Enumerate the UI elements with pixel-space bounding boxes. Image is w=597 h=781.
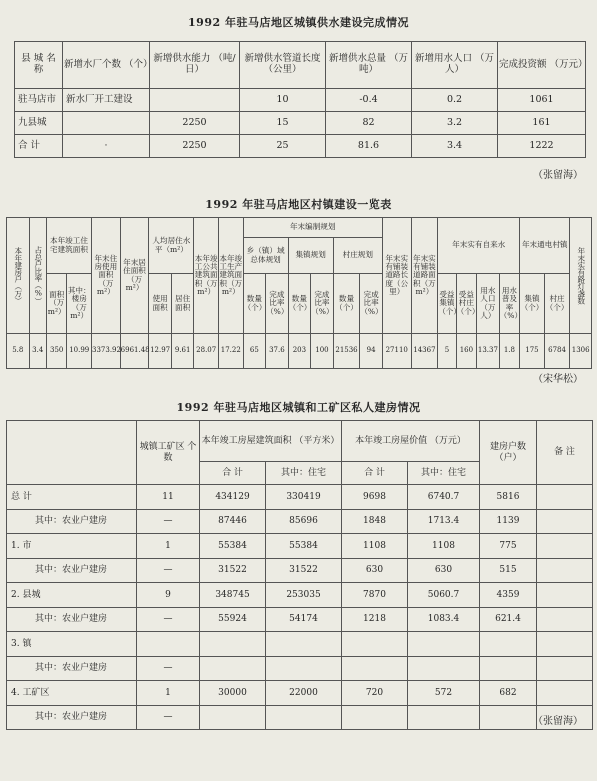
t1-header: 县 城 名 称 bbox=[15, 42, 63, 89]
t2-cell: 6784 bbox=[544, 334, 570, 369]
t3-cell: 1713.4 bbox=[408, 509, 480, 534]
t3-remark-cell bbox=[537, 656, 593, 681]
t2-header: 集镇（个） bbox=[520, 274, 545, 334]
t1-cell: 2250 bbox=[150, 112, 240, 135]
t3-cell bbox=[200, 705, 266, 730]
t3-header: 其中：住宅 bbox=[408, 462, 480, 485]
t1-cell: 3.4 bbox=[412, 135, 498, 158]
t1-header: 新增供水能力 （吨/日） bbox=[150, 42, 240, 89]
t2-cell: 9.61 bbox=[171, 334, 194, 369]
table-row bbox=[7, 632, 593, 657]
t2-header: 本年竣工住宅建筑面积 bbox=[46, 218, 91, 274]
t1-cell: 新水厂开工建设 bbox=[63, 89, 150, 112]
t2-header: 本年竣工公共建筑面积（万m²） bbox=[194, 218, 219, 334]
t3-cell bbox=[342, 632, 408, 657]
t1-cell: 九县城 bbox=[15, 112, 63, 135]
table2-author: （宋华松） bbox=[533, 374, 583, 385]
t3-cell: 4359 bbox=[480, 583, 537, 608]
t2-cell: 175 bbox=[520, 334, 545, 369]
table-row bbox=[7, 705, 593, 730]
table-row bbox=[15, 112, 586, 135]
t3-cell bbox=[480, 632, 537, 657]
t3-cell: 31522 bbox=[266, 558, 342, 583]
t3-cell bbox=[266, 632, 342, 657]
t2-header: 完成比率（%） bbox=[266, 274, 289, 334]
t3-cell: 682 bbox=[480, 681, 537, 706]
t3-cell: 775 bbox=[480, 534, 537, 559]
table1-title: 1992 年驻马店地区城镇供水建设完成情况 bbox=[188, 16, 409, 29]
t3-cell bbox=[342, 705, 408, 730]
t3-cell: 55384 bbox=[200, 534, 266, 559]
t2-header: 年末实有路灯盏数 bbox=[570, 218, 592, 334]
t3-cell: 630 bbox=[408, 558, 480, 583]
t3-cell: — bbox=[137, 705, 200, 730]
t3-header-blank bbox=[7, 421, 137, 485]
t3-remark-cell bbox=[537, 485, 593, 510]
t3-cell: 5060.7 bbox=[408, 583, 480, 608]
t3-cell: 55924 bbox=[200, 607, 266, 632]
t2-header: 人均居住水平（m²） bbox=[149, 218, 194, 274]
table3-title: 1992 年驻马店地区城镇和工矿区私人建房情况 bbox=[176, 401, 421, 414]
row-label: 总 计 bbox=[7, 485, 137, 510]
t3-remark-cell bbox=[537, 534, 593, 559]
table-row bbox=[7, 485, 593, 510]
t3-header: 本年竣工房屋价值 （万元） bbox=[342, 421, 480, 462]
row-label: 3. 镇 bbox=[7, 632, 137, 657]
row-label: 其中：农业户建房 bbox=[7, 607, 137, 632]
t1-header: 新增供水管道长度 （公里） bbox=[240, 42, 326, 89]
private-housing-table bbox=[6, 420, 593, 730]
t3-cell: 1848 bbox=[342, 509, 408, 534]
t1-cell: 25 bbox=[240, 135, 326, 158]
t2-cell: 350 bbox=[46, 334, 66, 369]
village-construction-table bbox=[6, 217, 592, 369]
table-row bbox=[7, 607, 593, 632]
t2-header: 受益集镇（个） bbox=[438, 274, 456, 334]
t3-cell: 434129 bbox=[200, 485, 266, 510]
t1-cell: 1222 bbox=[498, 135, 586, 158]
t3-cell bbox=[200, 656, 266, 681]
t3-cell: — bbox=[137, 607, 200, 632]
t3-cell: 1139 bbox=[480, 509, 537, 534]
table-row bbox=[7, 334, 592, 369]
water-supply-table bbox=[14, 41, 586, 158]
table3-author: （张留海） bbox=[533, 716, 583, 727]
t3-cell: 55384 bbox=[266, 534, 342, 559]
t3-cell: 11 bbox=[137, 485, 200, 510]
table-row bbox=[7, 509, 593, 534]
t3-cell bbox=[137, 632, 200, 657]
t2-header: 使用面积 bbox=[149, 274, 172, 334]
t2-header: 占总户比率（%） bbox=[29, 218, 46, 334]
row-label: 其中：农业户建房 bbox=[7, 558, 137, 583]
t2-cell: 27110 bbox=[382, 334, 411, 369]
table-row bbox=[7, 656, 593, 681]
t3-cell: 348745 bbox=[200, 583, 266, 608]
t3-remark-cell bbox=[537, 583, 593, 608]
t3-cell: 54174 bbox=[266, 607, 342, 632]
t2-header: 其中：楼房（万m²） bbox=[67, 274, 92, 334]
t2-header: 年末实有铺装道路面积（万m²） bbox=[411, 218, 438, 334]
t2-cell: 1306 bbox=[570, 334, 592, 369]
t3-cell: 9 bbox=[137, 583, 200, 608]
t3-cell: 30000 bbox=[200, 681, 266, 706]
t2-cell: 14367 bbox=[411, 334, 438, 369]
t2-cell: 94 bbox=[360, 334, 383, 369]
t2-header: 年末住房使用面积（万m²） bbox=[92, 218, 121, 334]
t3-cell: 621.4 bbox=[480, 607, 537, 632]
t1-header: 完成投资额 （万元） bbox=[498, 42, 586, 89]
t3-cell: 1108 bbox=[408, 534, 480, 559]
t3-cell: 1 bbox=[137, 681, 200, 706]
t2-cell: 37.6 bbox=[266, 334, 289, 369]
t3-cell: — bbox=[137, 509, 200, 534]
t2-header: 年末实有自来水 bbox=[438, 218, 520, 274]
t2-header: 年末通电村镇 bbox=[520, 218, 570, 274]
t2-cell: 10.99 bbox=[67, 334, 92, 369]
t3-cell: 87446 bbox=[200, 509, 266, 534]
t2-cell: 5 bbox=[438, 334, 456, 369]
t3-header: 合 计 bbox=[342, 462, 408, 485]
t1-cell: 10 bbox=[240, 89, 326, 112]
t2-header: 村庄规划 bbox=[333, 238, 382, 274]
t3-cell bbox=[480, 705, 537, 730]
table1-author: （张留海） bbox=[533, 170, 583, 181]
t2-cell: 5.8 bbox=[7, 334, 30, 369]
t3-remark-cell bbox=[537, 509, 593, 534]
t1-cell: 15 bbox=[240, 112, 326, 135]
t2-header: 受益村庄（个） bbox=[456, 274, 476, 334]
table2-title: 1992 年驻马店地区村镇建设一览表 bbox=[205, 198, 392, 211]
t2-header: 用水普及率（%） bbox=[499, 274, 520, 334]
row-label: 2. 县城 bbox=[7, 583, 137, 608]
t3-cell bbox=[200, 632, 266, 657]
t2-cell: 12.97 bbox=[149, 334, 172, 369]
t3-cell: 1108 bbox=[342, 534, 408, 559]
t3-cell: 6740.7 bbox=[408, 485, 480, 510]
t3-cell: 22000 bbox=[266, 681, 342, 706]
t3-cell bbox=[266, 656, 342, 681]
t3-cell: 630 bbox=[342, 558, 408, 583]
t3-header: 本年竣工房屋建筑面积 （平方米） bbox=[200, 421, 342, 462]
t3-remark-cell bbox=[537, 632, 593, 657]
table-row bbox=[7, 534, 593, 559]
t2-cell: 100 bbox=[311, 334, 334, 369]
t2-header: 居住面积 bbox=[171, 274, 194, 334]
t3-header: 备 注 bbox=[537, 421, 593, 485]
t1-header: 新增水厂个数 （个） bbox=[63, 42, 150, 89]
t3-header: 合 计 bbox=[200, 462, 266, 485]
t1-cell bbox=[150, 89, 240, 112]
t2-header: 本年竣工生产建筑面积（万m²） bbox=[218, 218, 243, 334]
t3-cell: 5816 bbox=[480, 485, 537, 510]
t3-cell: — bbox=[137, 558, 200, 583]
t3-cell: 1218 bbox=[342, 607, 408, 632]
t2-header: 完成比率（%） bbox=[360, 274, 383, 334]
t3-cell: 7870 bbox=[342, 583, 408, 608]
t3-cell: 31522 bbox=[200, 558, 266, 583]
t1-header: 新增用水人口 （万人） bbox=[412, 42, 498, 89]
t1-cell: 2250 bbox=[150, 135, 240, 158]
t2-header: 年末实有铺装道路长度（公里） bbox=[382, 218, 411, 334]
t3-cell: 9698 bbox=[342, 485, 408, 510]
t3-cell: 1 bbox=[137, 534, 200, 559]
t2-header: 面积（万m²） bbox=[46, 274, 66, 334]
t2-header: 完成比率（%） bbox=[311, 274, 334, 334]
t1-cell: 合 计 bbox=[15, 135, 63, 158]
row-label: 其中：农业户建房 bbox=[7, 705, 137, 730]
row-label: 其中：农业户建房 bbox=[7, 509, 137, 534]
table-row bbox=[7, 558, 593, 583]
t2-cell: 17.22 bbox=[218, 334, 243, 369]
t2-cell: 3373.92 bbox=[92, 334, 121, 369]
t1-cell: 161 bbox=[498, 112, 586, 135]
t3-header: 城镇工矿区 个 数 bbox=[137, 421, 200, 485]
t2-header: 数量（个） bbox=[288, 274, 311, 334]
row-label: 1. 市 bbox=[7, 534, 137, 559]
t2-header: 乡（镇）域总体规划 bbox=[243, 238, 288, 274]
t2-cell: 160 bbox=[456, 334, 476, 369]
t1-cell: -0.4 bbox=[326, 89, 412, 112]
t1-cell: 驻马店市 bbox=[15, 89, 63, 112]
t3-cell: 330419 bbox=[266, 485, 342, 510]
t3-cell bbox=[408, 632, 480, 657]
table-row bbox=[7, 583, 593, 608]
t3-cell bbox=[480, 656, 537, 681]
t2-header: 村庄（个） bbox=[544, 274, 570, 334]
t2-cell: 65 bbox=[243, 334, 266, 369]
t2-cell: 13.37 bbox=[477, 334, 500, 369]
t3-remark-cell bbox=[537, 558, 593, 583]
t1-cell: 81.6 bbox=[326, 135, 412, 158]
t3-cell: 1083.4 bbox=[408, 607, 480, 632]
t3-cell: 85696 bbox=[266, 509, 342, 534]
t2-header: 年末居住面积（万m²） bbox=[120, 218, 149, 334]
t3-remark-cell bbox=[537, 607, 593, 632]
t3-cell bbox=[408, 705, 480, 730]
t2-cell: 28.07 bbox=[194, 334, 219, 369]
t3-remark-cell bbox=[537, 681, 593, 706]
t2-header: 年末编制规划 bbox=[243, 218, 382, 238]
t3-cell bbox=[408, 656, 480, 681]
t1-cell bbox=[63, 112, 150, 135]
t2-header: 本年建房户（万） bbox=[7, 218, 30, 334]
table-row bbox=[15, 135, 586, 158]
t2-cell: 6961.48 bbox=[120, 334, 149, 369]
t1-cell: 82 bbox=[326, 112, 412, 135]
t3-cell: 572 bbox=[408, 681, 480, 706]
t3-cell bbox=[342, 656, 408, 681]
t2-cell: 21536 bbox=[333, 334, 360, 369]
table-row bbox=[7, 681, 593, 706]
t1-cell: · bbox=[63, 135, 150, 158]
t3-cell: 253035 bbox=[266, 583, 342, 608]
t1-cell: 0.2 bbox=[412, 89, 498, 112]
t2-cell: 203 bbox=[288, 334, 311, 369]
t2-cell: 1.8 bbox=[499, 334, 520, 369]
t2-header: 数量（个） bbox=[243, 274, 266, 334]
t3-cell: 720 bbox=[342, 681, 408, 706]
t2-header: 数量（个） bbox=[333, 274, 360, 334]
t1-cell: 3.2 bbox=[412, 112, 498, 135]
t3-cell: — bbox=[137, 656, 200, 681]
table-row bbox=[15, 89, 586, 112]
t2-header: 集镇规划 bbox=[288, 238, 333, 274]
t3-header: 其中：住宅 bbox=[266, 462, 342, 485]
t1-header: 新增供水总量 （万吨） bbox=[326, 42, 412, 89]
t2-header: 用水人口（万人） bbox=[477, 274, 500, 334]
t2-cell: 3.4 bbox=[29, 334, 46, 369]
t1-cell: 1061 bbox=[498, 89, 586, 112]
t3-header: 建房户数 （户） bbox=[480, 421, 537, 485]
t3-cell bbox=[266, 705, 342, 730]
t3-cell: 515 bbox=[480, 558, 537, 583]
row-label: 4. 工矿区 bbox=[7, 681, 137, 706]
row-label: 其中：农业户建房 bbox=[7, 656, 137, 681]
